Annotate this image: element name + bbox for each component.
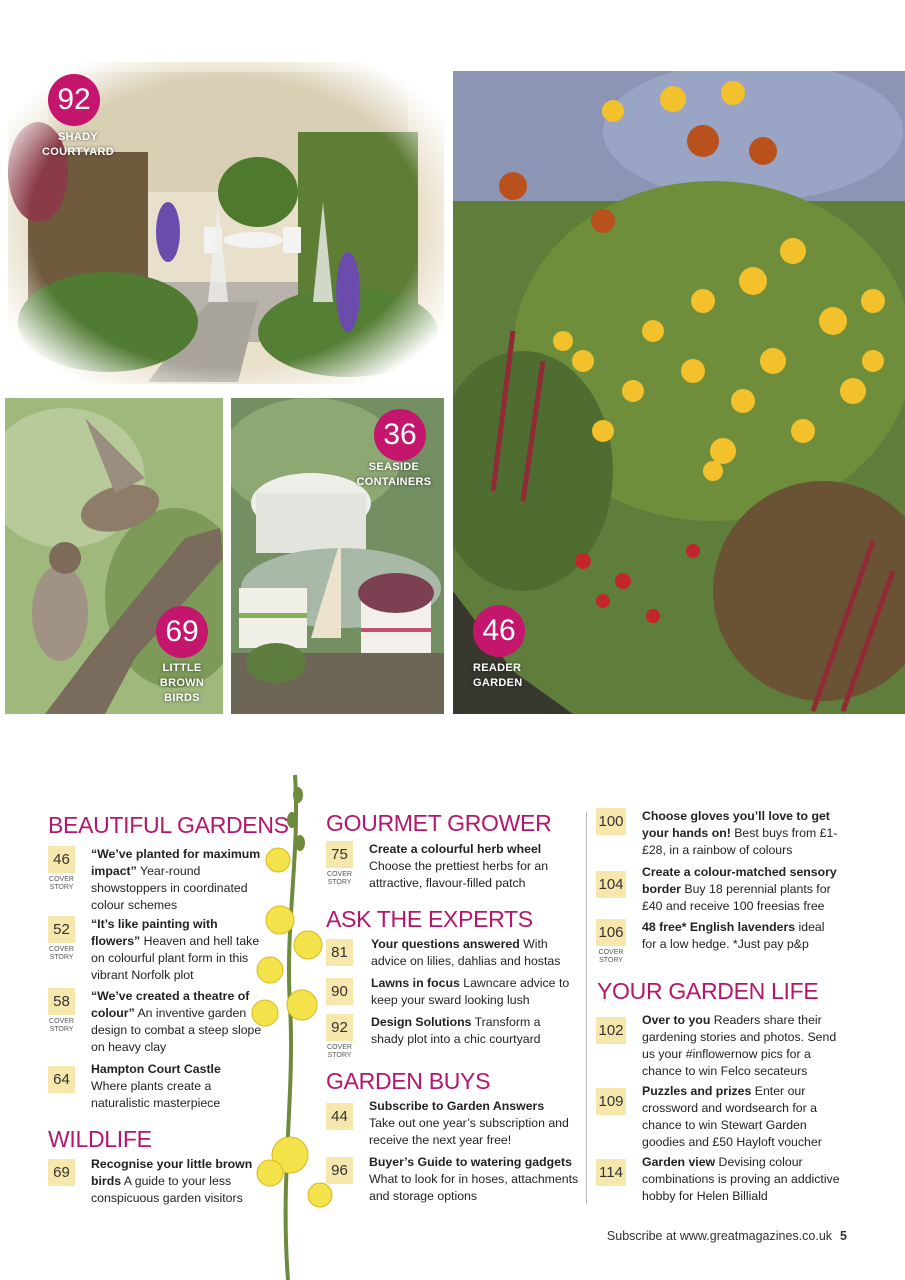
caption-line: LITTLE [162, 662, 202, 674]
entry-headline: Your questions answered [371, 937, 520, 951]
section-title-ask-the-experts: ASK THE EXPERTS [326, 906, 533, 932]
entry-text [642, 864, 854, 915]
toc-entry[interactable] [326, 1154, 579, 1206]
page-footer [607, 1229, 847, 1243]
page-number: 44 [326, 1103, 353, 1130]
page-number: 90 [326, 978, 353, 1005]
entry-headline: Create a colourful herb wheel [369, 842, 542, 856]
entry-text [369, 1154, 579, 1205]
section-title-your-garden-life: YOUR GARDEN LIFE [597, 978, 819, 1004]
entry-description: Buy 18 perennial plants for £40 and receive 100 freesias free [642, 882, 831, 913]
caption-line: BIRDS [164, 692, 200, 704]
entry-text [91, 1061, 241, 1112]
toc-entry[interactable] [326, 1098, 576, 1150]
cover-story-label: COVER STORY [49, 946, 74, 961]
entry-headline: Hampton Court Castle [91, 1062, 221, 1076]
entry-description: Choose the prettiest herbs for an attractive, flavour-filled patch [369, 859, 549, 890]
page-number: 52 [48, 916, 75, 943]
entry-description: Transform a shady plot into a chic courtyard [371, 1015, 541, 1046]
entry-text [91, 916, 263, 984]
entry-text [91, 988, 263, 1056]
cover-story-label: COVER STORY [49, 876, 74, 891]
caption-line: SHADY [57, 131, 98, 143]
cover-story-label: COVER STORY [49, 1018, 74, 1033]
page-badge-69: 69 [156, 606, 208, 658]
photo-seaside-containers [231, 398, 444, 714]
caption-line: READER [473, 662, 522, 674]
entry-text [369, 1098, 569, 1149]
entry-text [642, 1083, 847, 1151]
section-title-wildlife: WILDLIFE [48, 1126, 152, 1152]
entry-headline: Garden view [642, 1155, 716, 1169]
photo-little-brown-birds [5, 398, 223, 714]
entry-description: What to look for in hoses, attachments and storage options [369, 1172, 579, 1203]
toc-entry[interactable] [596, 1012, 856, 1080]
page-badge-36: 36 [374, 409, 426, 461]
page-badge-46: 46 [473, 605, 525, 657]
entry-description: Year-round showstoppers in coordinated colour schemes [91, 864, 248, 912]
toc-entry[interactable] [326, 936, 576, 972]
entry-description: Lawncare advice to keep your sward looking lush [371, 976, 570, 1007]
toc-entry[interactable] [596, 919, 856, 963]
entry-text [642, 919, 842, 953]
section-title-beautiful-gardens: BEAUTIFUL GARDENS [48, 812, 289, 838]
page-number: 58 [48, 988, 75, 1015]
page-number: 109 [596, 1088, 626, 1115]
photo-caption-seaside-containers [343, 460, 444, 490]
toc-entry[interactable] [48, 916, 263, 982]
section-title-garden-buys: GARDEN BUYS [326, 1068, 491, 1094]
page-number: 64 [48, 1066, 75, 1093]
entry-headline: Choose gloves you’ll love to get your hands on! [642, 809, 830, 840]
photo-reader-garden [453, 71, 905, 714]
page-number: 100 [596, 808, 626, 835]
caption-line: COURTYARD [42, 146, 114, 158]
entry-text [91, 846, 263, 914]
entry-description: With advice on lilies, dahlias and hostas [371, 937, 561, 968]
entry-description: ideal for a low hedge. *Just pay p&p [642, 920, 825, 951]
toc-entry[interactable] [48, 846, 263, 912]
toc-entry[interactable] [48, 988, 263, 1054]
entry-description: Heaven and hell take on colourful plant form in this vibrant Norfolk plot [91, 934, 260, 982]
page-number: 96 [326, 1157, 353, 1184]
entry-text [371, 1014, 556, 1048]
caption-line: GARDEN [473, 677, 523, 689]
toc-entry[interactable] [48, 1156, 263, 1206]
entry-headline: Subscribe to Garden Answers [369, 1099, 545, 1113]
entry-headline: Buyer’s Guide to watering gadgets [369, 1155, 572, 1169]
entry-description: A guide to your less conspicuous garden visitors [91, 1174, 243, 1205]
entry-text [371, 975, 571, 1009]
entry-headline: “It’s like painting with flowers” [91, 917, 218, 948]
entry-text [369, 841, 569, 892]
entry-text [642, 808, 854, 859]
page-number: 104 [596, 871, 626, 898]
cover-story-label: COVER STORY [598, 949, 624, 964]
entry-headline: Recognise your little brown birds [91, 1157, 253, 1188]
entry-description: Enter our crossword and wordsearch for a chance to win Stewart Garden goodies and £50 Hayloft voucher [642, 1084, 822, 1149]
toc-entry[interactable] [326, 841, 576, 893]
entry-headline: 48 free* English lavenders [642, 920, 796, 934]
entry-description: Where plants create a naturalistic masterpiece [91, 1079, 221, 1110]
entry-description: Best buys from £1-£28, in a rainbow of colours [642, 826, 838, 857]
page-number: 46 [48, 846, 75, 873]
entry-headline: “We’ve planted for maximum impact” [91, 847, 261, 878]
page-number: 81 [326, 939, 353, 966]
entry-headline: “We’ve created a theatre of colour” [91, 989, 250, 1020]
entry-description: Devising colour combinations is proving an addictive hobby for Helen Billiald [642, 1155, 840, 1203]
page-number: 102 [596, 1017, 626, 1044]
toc-entry[interactable] [596, 864, 856, 916]
photo-shady-courtyard [8, 62, 444, 384]
entry-headline: Design Solutions [371, 1015, 472, 1029]
entry-description: An inventive garden design to combat a steep slope on heavy clay [91, 1006, 262, 1054]
toc-entry[interactable] [48, 1061, 263, 1111]
page-number-footer: 5 [840, 1229, 847, 1243]
entry-description: Readers share their gardening stories and photos. Send us your #inflowernow pics for a chance to win Felco secateurs [642, 1013, 837, 1078]
toc-entry[interactable] [326, 1014, 576, 1064]
entry-text [91, 1156, 263, 1207]
page-number: 92 [326, 1014, 353, 1041]
entry-text [371, 936, 576, 970]
cover-story-label: COVER STORY [327, 1044, 352, 1059]
page-number: 114 [596, 1159, 626, 1186]
page-number: 75 [326, 841, 353, 868]
page-badge-92: 92 [48, 74, 100, 126]
entry-text [642, 1154, 847, 1205]
entry-text [642, 1012, 847, 1080]
caption-line: SEASIDE [368, 461, 420, 473]
page-number: 106 [596, 919, 626, 946]
page-number: 69 [48, 1159, 75, 1186]
entry-description: Take out one year’s subscription and receive the next year free! [369, 1116, 569, 1147]
toc-entry[interactable] [596, 1154, 856, 1206]
caption-line: BROWN [159, 677, 205, 689]
toc-entry[interactable] [596, 1083, 856, 1151]
entry-headline: Lawns in focus [371, 976, 460, 990]
entry-headline: Puzzles and prizes [642, 1084, 752, 1098]
column-divider [586, 812, 587, 1204]
subscribe-link[interactable]: Subscribe at www.greatmagazines.co.uk [606, 1229, 833, 1243]
toc-entry[interactable] [596, 808, 856, 860]
photo-caption-little-brown-birds [152, 661, 212, 706]
caption-line: CONTAINERS [356, 476, 432, 488]
cover-story-label: COVER STORY [327, 871, 352, 886]
entry-headline: Create a colour-matched sensory border [642, 865, 837, 896]
section-title-gourmet-grower: GOURMET GROWER [326, 810, 552, 836]
toc-entry[interactable] [326, 975, 576, 1011]
entry-headline: Over to you [642, 1013, 711, 1027]
photo-caption-reader-garden [473, 661, 522, 691]
photo-caption-shady-courtyard [32, 130, 124, 160]
